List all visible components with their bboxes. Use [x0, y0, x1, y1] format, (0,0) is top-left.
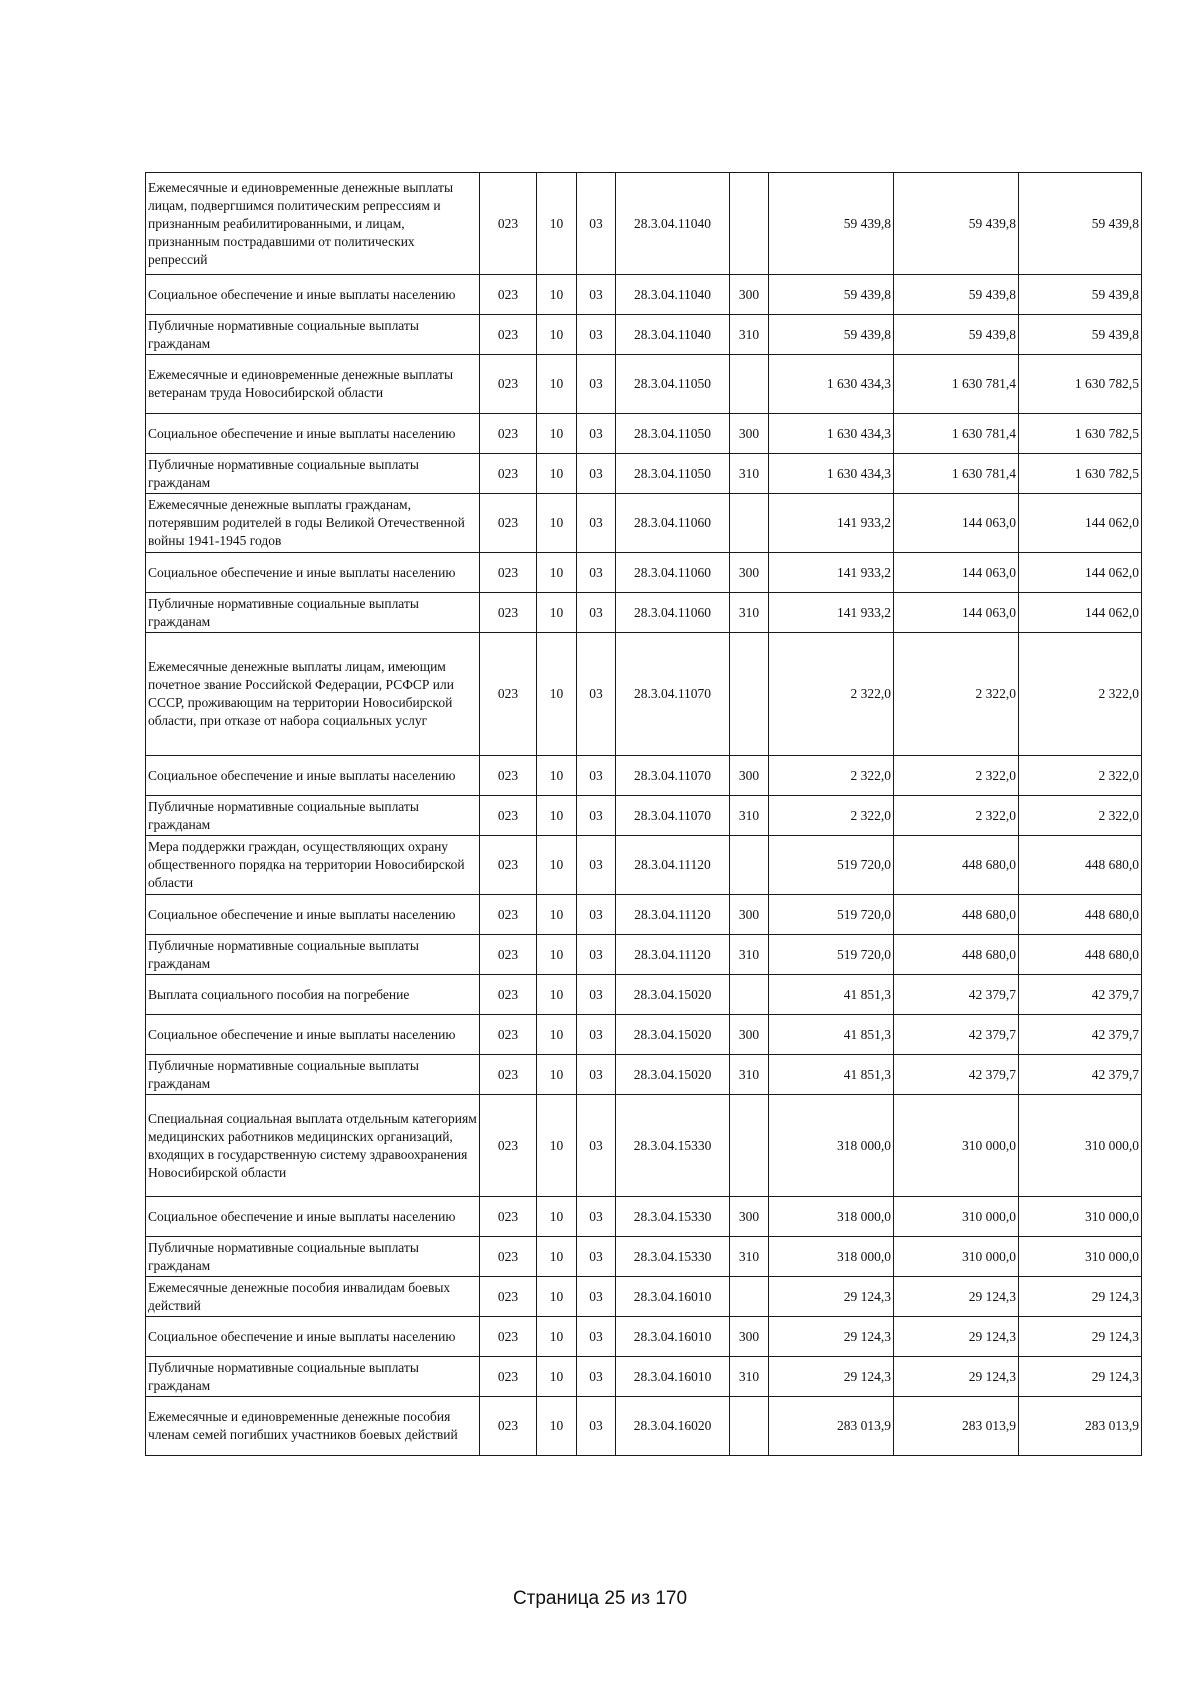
section-code: 10	[537, 1317, 577, 1357]
amount-year-2: 310 000,0	[894, 1197, 1019, 1237]
section-code: 10	[537, 836, 577, 895]
target-item-code: 28.3.04.11070	[616, 633, 730, 756]
subsection-code: 03	[577, 836, 616, 895]
subsection-code: 03	[577, 1397, 616, 1456]
row-description: Ежемесячные и единовременные денежные выплаты ветеранам труда Новосибирской области	[146, 355, 480, 414]
target-item-code: 28.3.04.11040	[616, 315, 730, 355]
subsection-code: 03	[577, 1357, 616, 1397]
subsection-code: 03	[577, 935, 616, 975]
row-description: Ежемесячные и единовременные денежные пособия членам семей погибших участников боевых действий	[146, 1397, 480, 1456]
amount-year-1: 59 439,8	[769, 275, 894, 315]
amount-year-2: 59 439,8	[894, 315, 1019, 355]
row-description: Публичные нормативные социальные выплаты гражданам	[146, 935, 480, 975]
amount-year-3: 2 322,0	[1019, 756, 1142, 796]
subsection-code: 03	[577, 1197, 616, 1237]
grbs-code: 023	[480, 1237, 537, 1277]
target-item-code: 28.3.04.11060	[616, 494, 730, 553]
grbs-code: 023	[480, 173, 537, 275]
amount-year-2: 1 630 781,4	[894, 355, 1019, 414]
amount-year-1: 41 851,3	[769, 975, 894, 1015]
grbs-code: 023	[480, 633, 537, 756]
amount-year-3: 144 062,0	[1019, 553, 1142, 593]
target-item-code: 28.3.04.15020	[616, 975, 730, 1015]
expense-type-code: 300	[730, 275, 769, 315]
amount-year-2: 42 379,7	[894, 1015, 1019, 1055]
amount-year-3: 310 000,0	[1019, 1237, 1142, 1277]
expense-type-code: 310	[730, 1357, 769, 1397]
amount-year-2: 1 630 781,4	[894, 414, 1019, 454]
section-code: 10	[537, 756, 577, 796]
expense-type-code	[730, 1397, 769, 1456]
amount-year-1: 519 720,0	[769, 895, 894, 935]
target-item-code: 28.3.04.11040	[616, 275, 730, 315]
grbs-code: 023	[480, 1095, 537, 1197]
expense-type-code: 310	[730, 935, 769, 975]
target-item-code: 28.3.04.16010	[616, 1317, 730, 1357]
section-code: 10	[537, 975, 577, 1015]
table-row	[146, 1095, 1142, 1197]
amount-year-3: 448 680,0	[1019, 836, 1142, 895]
target-item-code: 28.3.04.15330	[616, 1237, 730, 1277]
row-description: Выплата социального пособия на погребение	[146, 975, 480, 1015]
row-description: Социальное обеспечение и иные выплаты населению	[146, 275, 480, 315]
subsection-code: 03	[577, 796, 616, 836]
table-row	[146, 494, 1142, 553]
subsection-code: 03	[577, 315, 616, 355]
amount-year-3: 29 124,3	[1019, 1317, 1142, 1357]
grbs-code: 023	[480, 1055, 537, 1095]
grbs-code: 023	[480, 935, 537, 975]
section-code: 10	[537, 935, 577, 975]
table-row	[146, 1015, 1142, 1055]
target-item-code: 28.3.04.15020	[616, 1055, 730, 1095]
target-item-code: 28.3.04.11070	[616, 756, 730, 796]
amount-year-2: 448 680,0	[894, 895, 1019, 935]
row-description: Публичные нормативные социальные выплаты гражданам	[146, 454, 480, 494]
amount-year-3: 2 322,0	[1019, 796, 1142, 836]
amount-year-3: 59 439,8	[1019, 315, 1142, 355]
grbs-code: 023	[480, 1015, 537, 1055]
subsection-code: 03	[577, 1015, 616, 1055]
row-description: Публичные нормативные социальные выплаты гражданам	[146, 593, 480, 633]
amount-year-1: 519 720,0	[769, 836, 894, 895]
target-item-code: 28.3.04.16010	[616, 1357, 730, 1397]
amount-year-3: 1 630 782,5	[1019, 414, 1142, 454]
section-code: 10	[537, 895, 577, 935]
target-item-code: 28.3.04.11060	[616, 553, 730, 593]
amount-year-2: 2 322,0	[894, 796, 1019, 836]
amount-year-1: 141 933,2	[769, 553, 894, 593]
amount-year-3: 1 630 782,5	[1019, 454, 1142, 494]
expense-type-code: 310	[730, 454, 769, 494]
amount-year-2: 2 322,0	[894, 633, 1019, 756]
row-description: Ежемесячные и единовременные денежные выплаты лицам, подвергшимся политическим репрессиям и признанным реабилитированными, и лицам, признанным пострадавшими от политических репрессий	[146, 173, 480, 275]
table-row	[146, 414, 1142, 454]
table-row	[146, 1397, 1142, 1456]
subsection-code: 03	[577, 173, 616, 275]
subsection-code: 03	[577, 756, 616, 796]
amount-year-2: 310 000,0	[894, 1095, 1019, 1197]
amount-year-1: 1 630 434,3	[769, 355, 894, 414]
expense-type-code: 300	[730, 1197, 769, 1237]
amount-year-2: 59 439,8	[894, 275, 1019, 315]
amount-year-3: 144 062,0	[1019, 593, 1142, 633]
section-code: 10	[537, 454, 577, 494]
subsection-code: 03	[577, 454, 616, 494]
section-code: 10	[537, 173, 577, 275]
section-code: 10	[537, 414, 577, 454]
section-code: 10	[537, 1095, 577, 1197]
expense-type-code	[730, 1095, 769, 1197]
table-row	[146, 1055, 1142, 1095]
target-item-code: 28.3.04.11120	[616, 935, 730, 975]
section-code: 10	[537, 1357, 577, 1397]
amount-year-1: 41 851,3	[769, 1055, 894, 1095]
section-code: 10	[537, 494, 577, 553]
table-row	[146, 1357, 1142, 1397]
amount-year-3: 29 124,3	[1019, 1277, 1142, 1317]
subsection-code: 03	[577, 975, 616, 1015]
amount-year-3: 144 062,0	[1019, 494, 1142, 553]
amount-year-3: 310 000,0	[1019, 1095, 1142, 1197]
row-description: Социальное обеспечение и иные выплаты населению	[146, 1317, 480, 1357]
target-item-code: 28.3.04.15020	[616, 1015, 730, 1055]
amount-year-3: 448 680,0	[1019, 935, 1142, 975]
expense-type-code: 300	[730, 756, 769, 796]
subsection-code: 03	[577, 1317, 616, 1357]
subsection-code: 03	[577, 1237, 616, 1277]
subsection-code: 03	[577, 633, 616, 756]
subsection-code: 03	[577, 414, 616, 454]
target-item-code: 28.3.04.16020	[616, 1397, 730, 1456]
amount-year-1: 2 322,0	[769, 756, 894, 796]
subsection-code: 03	[577, 553, 616, 593]
row-description: Социальное обеспечение и иные выплаты населению	[146, 895, 480, 935]
grbs-code: 023	[480, 756, 537, 796]
grbs-code: 023	[480, 1397, 537, 1456]
section-code: 10	[537, 1015, 577, 1055]
table-row	[146, 1277, 1142, 1317]
amount-year-3: 2 322,0	[1019, 633, 1142, 756]
row-description: Публичные нормативные социальные выплаты гражданам	[146, 796, 480, 836]
row-description: Ежемесячные денежные выплаты гражданам, потерявшим родителей в годы Великой Отечественной войны 1941-1945 годов	[146, 494, 480, 553]
row-description: Специальная социальная выплата отдельным категориям медицинских работников медицинских организаций, входящих в государственную систему здравоохранения Новосибирской области	[146, 1095, 480, 1197]
amount-year-3: 59 439,8	[1019, 173, 1142, 275]
row-description: Социальное обеспечение и иные выплаты населению	[146, 1197, 480, 1237]
amount-year-1: 41 851,3	[769, 1015, 894, 1055]
target-item-code: 28.3.04.11070	[616, 796, 730, 836]
grbs-code: 023	[480, 836, 537, 895]
amount-year-3: 42 379,7	[1019, 1055, 1142, 1095]
grbs-code: 023	[480, 1197, 537, 1237]
table-row	[146, 975, 1142, 1015]
amount-year-1: 29 124,3	[769, 1277, 894, 1317]
table-row	[146, 355, 1142, 414]
table-row	[146, 315, 1142, 355]
grbs-code: 023	[480, 315, 537, 355]
amount-year-3: 59 439,8	[1019, 275, 1142, 315]
target-item-code: 28.3.04.11050	[616, 414, 730, 454]
table-row	[146, 796, 1142, 836]
table-row	[146, 836, 1142, 895]
table-body	[146, 173, 1142, 1456]
section-code: 10	[537, 633, 577, 756]
grbs-code: 023	[480, 414, 537, 454]
section-code: 10	[537, 1197, 577, 1237]
grbs-code: 023	[480, 975, 537, 1015]
table-row	[146, 553, 1142, 593]
grbs-code: 023	[480, 796, 537, 836]
section-code: 10	[537, 796, 577, 836]
amount-year-1: 1 630 434,3	[769, 454, 894, 494]
amount-year-1: 59 439,8	[769, 173, 894, 275]
amount-year-2: 42 379,7	[894, 1055, 1019, 1095]
amount-year-2: 144 063,0	[894, 494, 1019, 553]
row-description: Социальное обеспечение и иные выплаты населению	[146, 414, 480, 454]
table-row	[146, 633, 1142, 756]
amount-year-1: 141 933,2	[769, 494, 894, 553]
expense-type-code	[730, 975, 769, 1015]
amount-year-2: 144 063,0	[894, 593, 1019, 633]
table-row	[146, 1197, 1142, 1237]
amount-year-2: 59 439,8	[894, 173, 1019, 275]
section-code: 10	[537, 593, 577, 633]
amount-year-3: 42 379,7	[1019, 975, 1142, 1015]
subsection-code: 03	[577, 895, 616, 935]
section-code: 10	[537, 1055, 577, 1095]
amount-year-1: 519 720,0	[769, 935, 894, 975]
row-description: Публичные нормативные социальные выплаты гражданам	[146, 1055, 480, 1095]
amount-year-2: 448 680,0	[894, 935, 1019, 975]
subsection-code: 03	[577, 1095, 616, 1197]
expense-type-code: 310	[730, 1237, 769, 1277]
table-row	[146, 1317, 1142, 1357]
subsection-code: 03	[577, 355, 616, 414]
amount-year-1: 29 124,3	[769, 1317, 894, 1357]
amount-year-2: 29 124,3	[894, 1317, 1019, 1357]
row-description: Ежемесячные денежные пособия инвалидам боевых действий	[146, 1277, 480, 1317]
section-code: 10	[537, 275, 577, 315]
section-code: 10	[537, 553, 577, 593]
section-code: 10	[537, 1277, 577, 1317]
grbs-code: 023	[480, 593, 537, 633]
row-description: Социальное обеспечение и иные выплаты населению	[146, 553, 480, 593]
grbs-code: 023	[480, 454, 537, 494]
subsection-code: 03	[577, 275, 616, 315]
expense-type-code: 300	[730, 895, 769, 935]
target-item-code: 28.3.04.16010	[616, 1277, 730, 1317]
amount-year-3: 283 013,9	[1019, 1397, 1142, 1456]
table-row	[146, 275, 1142, 315]
section-code: 10	[537, 1397, 577, 1456]
section-code: 10	[537, 1237, 577, 1277]
target-item-code: 28.3.04.15330	[616, 1095, 730, 1197]
amount-year-1: 318 000,0	[769, 1237, 894, 1277]
row-description: Мера поддержки граждан, осуществляющих охрану общественного порядка на территории Новосибирской области	[146, 836, 480, 895]
expense-type-code	[730, 836, 769, 895]
grbs-code: 023	[480, 275, 537, 315]
grbs-code: 023	[480, 895, 537, 935]
target-item-code: 28.3.04.11040	[616, 173, 730, 275]
expense-type-code	[730, 1277, 769, 1317]
amount-year-3: 29 124,3	[1019, 1357, 1142, 1397]
subsection-code: 03	[577, 593, 616, 633]
expense-type-code: 300	[730, 414, 769, 454]
budget-table	[145, 172, 1142, 1456]
target-item-code: 28.3.04.11050	[616, 355, 730, 414]
amount-year-2: 42 379,7	[894, 975, 1019, 1015]
amount-year-1: 59 439,8	[769, 315, 894, 355]
row-description: Ежемесячные денежные выплаты лицам, имеющим почетное звание Российской Федерации, РСФСР или СССР, проживающим на территории Новосибирской области, при отказе от набора социальных услуг	[146, 633, 480, 756]
expense-type-code	[730, 633, 769, 756]
table-row	[146, 1237, 1142, 1277]
subsection-code: 03	[577, 1277, 616, 1317]
subsection-code: 03	[577, 494, 616, 553]
grbs-code: 023	[480, 355, 537, 414]
amount-year-2: 144 063,0	[894, 553, 1019, 593]
amount-year-2: 1 630 781,4	[894, 454, 1019, 494]
subsection-code: 03	[577, 1055, 616, 1095]
target-item-code: 28.3.04.15330	[616, 1197, 730, 1237]
table-row	[146, 454, 1142, 494]
grbs-code: 023	[480, 1277, 537, 1317]
table-row	[146, 935, 1142, 975]
amount-year-1: 2 322,0	[769, 633, 894, 756]
amount-year-1: 1 630 434,3	[769, 414, 894, 454]
expense-type-code: 300	[730, 1317, 769, 1357]
section-code: 10	[537, 355, 577, 414]
expense-type-code	[730, 173, 769, 275]
expense-type-code: 310	[730, 796, 769, 836]
target-item-code: 28.3.04.11050	[616, 454, 730, 494]
grbs-code: 023	[480, 494, 537, 553]
table-row	[146, 173, 1142, 275]
table-row	[146, 895, 1142, 935]
expense-type-code: 310	[730, 315, 769, 355]
table-row	[146, 756, 1142, 796]
amount-year-1: 318 000,0	[769, 1197, 894, 1237]
expense-type-code: 310	[730, 1055, 769, 1095]
amount-year-1: 141 933,2	[769, 593, 894, 633]
section-code: 10	[537, 315, 577, 355]
row-description: Публичные нормативные социальные выплаты гражданам	[146, 1237, 480, 1277]
expense-type-code	[730, 355, 769, 414]
amount-year-2: 29 124,3	[894, 1277, 1019, 1317]
amount-year-2: 2 322,0	[894, 756, 1019, 796]
table-row	[146, 593, 1142, 633]
amount-year-3: 42 379,7	[1019, 1015, 1142, 1055]
row-description: Публичные нормативные социальные выплаты гражданам	[146, 315, 480, 355]
expense-type-code: 310	[730, 593, 769, 633]
amount-year-1: 318 000,0	[769, 1095, 894, 1197]
expense-type-code: 300	[730, 553, 769, 593]
amount-year-1: 2 322,0	[769, 796, 894, 836]
amount-year-2: 448 680,0	[894, 836, 1019, 895]
target-item-code: 28.3.04.11060	[616, 593, 730, 633]
row-description: Социальное обеспечение и иные выплаты населению	[146, 756, 480, 796]
grbs-code: 023	[480, 1317, 537, 1357]
target-item-code: 28.3.04.11120	[616, 895, 730, 935]
page-number: Страница 25 из 170	[512, 1588, 688, 1609]
expense-type-code	[730, 494, 769, 553]
amount-year-2: 310 000,0	[894, 1237, 1019, 1277]
row-description: Социальное обеспечение и иные выплаты населению	[146, 1015, 480, 1055]
row-description: Публичные нормативные социальные выплаты гражданам	[146, 1357, 480, 1397]
amount-year-3: 1 630 782,5	[1019, 355, 1142, 414]
amount-year-3: 310 000,0	[1019, 1197, 1142, 1237]
amount-year-2: 29 124,3	[894, 1357, 1019, 1397]
amount-year-2: 283 013,9	[894, 1397, 1019, 1456]
amount-year-3: 448 680,0	[1019, 895, 1142, 935]
target-item-code: 28.3.04.11120	[616, 836, 730, 895]
grbs-code: 023	[480, 553, 537, 593]
amount-year-1: 29 124,3	[769, 1357, 894, 1397]
expense-type-code: 300	[730, 1015, 769, 1055]
grbs-code: 023	[480, 1357, 537, 1397]
amount-year-1: 283 013,9	[769, 1397, 894, 1456]
